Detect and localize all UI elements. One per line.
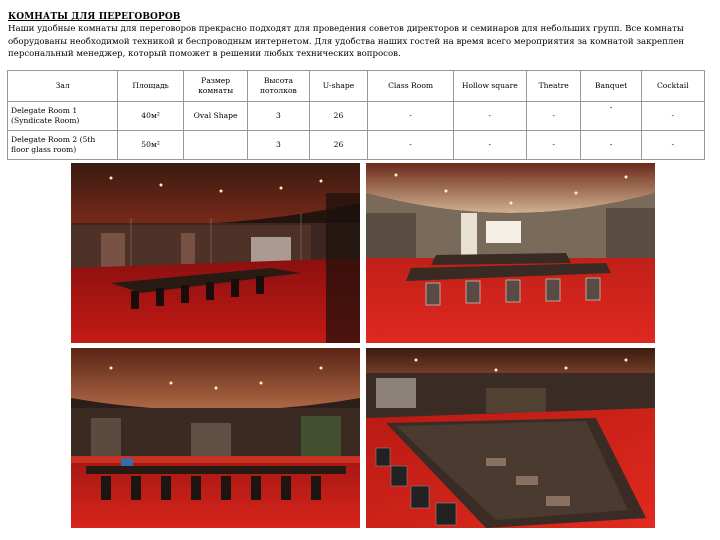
- table-row: [8, 102, 705, 131]
- cell-cocktail: -: [641, 131, 704, 160]
- page-title: КОМНАТЫ ДЛЯ ПЕРЕГОВОРОВ: [8, 12, 181, 22]
- cell-banquet: -: [581, 102, 641, 131]
- header-hollow-square: Hollow square: [453, 71, 526, 102]
- meeting-room-photo-4: [366, 348, 655, 528]
- header-u-shape: U-shape: [309, 71, 368, 102]
- cell-ceiling-height: 3: [248, 102, 309, 131]
- meeting-room-photo-3: [71, 348, 360, 528]
- header-cocktail: Cocktail: [641, 71, 704, 102]
- header-room-size: Размер комнаты: [183, 71, 247, 102]
- cell-cocktail: -: [641, 102, 704, 131]
- header-class-room: Class Room: [368, 71, 453, 102]
- cell-banquet: -: [581, 131, 641, 160]
- cell-hall: Delegate Room 2 (5th floor glass room): [8, 131, 118, 160]
- intro-paragraph: Наши удобные комнаты для переговоров прекрасно подходят для проведения советов директоров и семинаров для небольших групп. Все комнаты оборудованы необходимой техникой и беспроводным интернетом. Для удобства наших гостей на время всего мероприятия за комнатой закреплен персональный менеджер, который поможет в решении любых технических вопросов.: [8, 24, 685, 59]
- cell-theatre: -: [526, 131, 581, 160]
- table-row: [8, 131, 705, 160]
- cell-room-size: [183, 131, 247, 160]
- rooms-table: [7, 70, 705, 160]
- table-header-row: [8, 71, 705, 102]
- meeting-room-photo-2: [366, 163, 655, 343]
- cell-area: 40м²: [118, 102, 184, 131]
- cell-hollow-square: -: [453, 102, 526, 131]
- cell-area: 50м²: [118, 131, 184, 160]
- cell-theatre: -: [526, 102, 581, 131]
- header-hall: Зал: [8, 71, 118, 102]
- cell-u-shape: 26: [309, 131, 368, 160]
- cell-ceiling-height: 3: [248, 131, 309, 160]
- header-theatre: Theatre: [526, 71, 581, 102]
- header-banquet: Banquet: [581, 71, 641, 102]
- header-ceiling-height: Высота потолков: [248, 71, 309, 102]
- cell-room-size: Oval Shape: [183, 102, 247, 131]
- cell-class-room: -: [368, 131, 453, 160]
- cell-hollow-square: -: [453, 131, 526, 160]
- cell-class-room: -: [368, 102, 453, 131]
- cell-hall: Delegate Room 1 (Syndicate Room): [8, 102, 118, 131]
- cell-u-shape: 26: [309, 102, 368, 131]
- meeting-room-photo-1: [71, 163, 360, 343]
- header-area: Площадь: [118, 71, 184, 102]
